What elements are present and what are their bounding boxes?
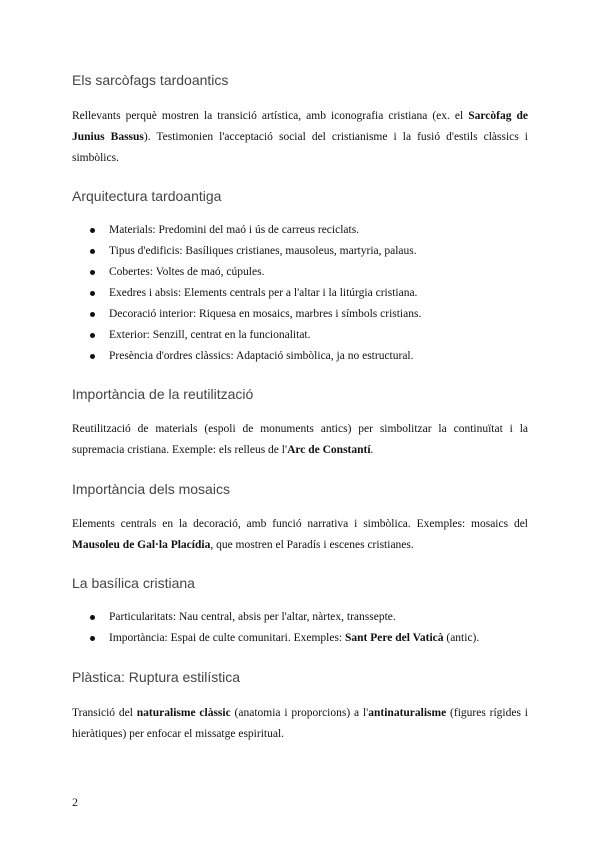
list-item-text: Presència d'ordres clàssics: Adaptació simbòlica, ja no estructural. — [109, 350, 414, 362]
bullet-icon — [90, 291, 95, 296]
text: . — [370, 444, 374, 456]
list-item — [72, 628, 528, 649]
list-item — [72, 304, 528, 325]
paragraph-sarcofags — [72, 106, 528, 169]
heading-basilica: La basílica cristiana — [72, 575, 195, 591]
heading-arquitectura: Arquitectura tardoantiga — [72, 188, 222, 204]
list-item — [72, 346, 528, 367]
bullet-icon — [90, 228, 95, 233]
bullet-icon — [90, 312, 95, 317]
list-item-text: Exterior: Senzill, centrat en la funcionalitat. — [109, 329, 311, 341]
bullet-icon — [90, 615, 95, 620]
text: Transició del — [72, 707, 137, 719]
list-item — [72, 325, 528, 346]
text: Reutilització de materials (espoli de monuments antics) per simbolitzar la continuïtat i la supremacia cristiana. Exemple: els relleus de l' — [72, 423, 528, 456]
text: Importància: Espai de culte comunitari. Exemples: — [109, 632, 345, 644]
list-item — [72, 607, 528, 628]
bold-text: naturalisme clàssic — [136, 707, 231, 719]
list-item-text: Particularitats: Nau central, absis per l'altar, nàrtex, transsepte. — [109, 611, 396, 623]
bold-text: antinaturalisme — [368, 707, 447, 719]
bullet-icon — [90, 636, 95, 641]
text: , que mostren el Paradís i escenes cristianes. — [210, 539, 414, 551]
paragraph-plastica — [72, 703, 528, 745]
text: Rellevants perquè mostren la transició artística, amb iconografia cristiana (ex. el — [72, 110, 469, 122]
list-item — [72, 220, 528, 241]
text: (anatomia i proporcions) a l' — [230, 707, 369, 719]
text: (antic). — [443, 632, 480, 644]
heading-reutilitzacio: Importància de la reutilització — [72, 386, 254, 402]
text: ). Testimonien l'acceptació social del cristianisme i la fusió d'estils clàssics i simbòlics. — [72, 131, 528, 164]
bullet-icon — [90, 249, 95, 254]
bullet-icon — [90, 354, 95, 359]
bold-text: Sarcòfag de Junius Bassus — [72, 110, 528, 143]
bold-text: Mausoleu de Gal·la Placídia — [72, 539, 211, 551]
bold-text: Sant Pere del Vaticà — [345, 632, 444, 644]
bullet-icon — [90, 333, 95, 338]
list-item-text: Materials: Predomini del maó i ús de carreus reciclats. — [109, 224, 360, 236]
list-item-text: Tipus d'edificis: Basíliques cristianes, mausoleus, martyria, palaus. — [109, 245, 417, 257]
list-basilica — [72, 607, 528, 649]
list-item-text: Cobertes: Voltes de maó, cúpules. — [109, 266, 265, 278]
paragraph-reutilitzacio — [72, 419, 528, 461]
paragraph-mosaics — [72, 514, 528, 556]
list-item — [72, 283, 528, 304]
text: (figures rígides i hieràtiques) per enfocar el missatge espiritual. — [72, 707, 529, 740]
list-item — [72, 241, 528, 262]
page-number: 2 — [72, 795, 78, 809]
list-item — [72, 262, 528, 283]
heading-mosaics: Importància dels mosaics — [72, 481, 230, 497]
bullet-icon — [90, 270, 95, 275]
heading-plastica: Plàstica: Ruptura estilística — [72, 669, 241, 685]
text: Elements centrals en la decoració, amb funció narrativa i simbòlica. Exemples: mosaics del — [72, 518, 528, 530]
list-item-text: Exedres i absis: Elements centrals per a l'altar i la litúrgia cristiana. — [109, 287, 418, 299]
list-arquitectura — [72, 220, 528, 367]
bold-text: Arc de Constantí — [287, 444, 371, 456]
heading-sarcofags: Els sarcòfags tardoantics — [72, 72, 229, 88]
list-item-text: Decoració interior: Riquesa en mosaics, marbres i símbols cristians. — [109, 308, 422, 320]
